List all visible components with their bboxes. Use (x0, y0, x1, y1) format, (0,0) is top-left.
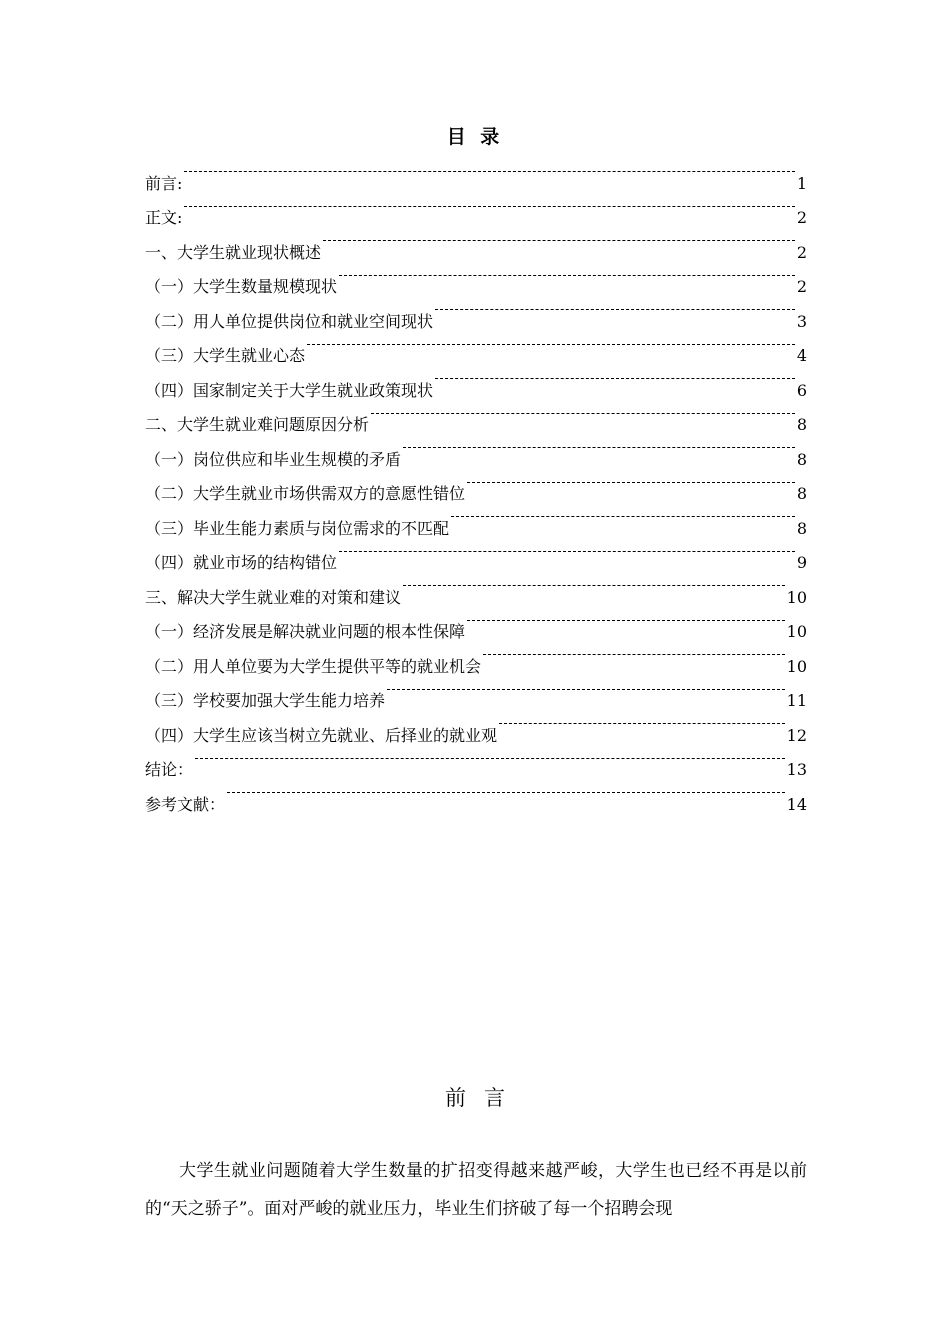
preface-paragraph: 大学生就业问题随着大学生数量的扩招变得越来越严峻，大学生也已经不再是以前的“天之骄子”。面对严峻的就业压力，毕业生们挤破了每一个招聘会现 (145, 1161, 807, 1219)
toc-entry-page: 12 (786, 725, 807, 745)
toc-entry-label: （三）毕业生能力素质与岗位需求的不匹配 (145, 518, 450, 538)
toc-entry-label: （二）用人单位要为大学生提供平等的就业机会 (145, 656, 482, 676)
toc-leader-dashes (481, 637, 787, 672)
toc-leader-dashes (401, 568, 787, 603)
toc-entry-page: 10 (786, 622, 807, 641)
toc-entry-label: 前言: (145, 173, 183, 193)
toc-leader-dashes (497, 706, 787, 741)
toc-entry-label: （三）学校要加强大学生能力培养 (145, 691, 386, 710)
toc-entry-page: 13 (786, 760, 807, 779)
toc-entry-label: （四）国家制定关于大学生就业政策现状 (145, 380, 434, 400)
toc-entry-label: 结论： (145, 760, 194, 779)
toc-entry-page: 8 (796, 449, 807, 469)
toc-entry-page: 11 (786, 691, 807, 710)
toc-entry-page: 10 (786, 587, 807, 607)
toc-entry-label: 一、大学生就业现状概述 (145, 242, 322, 262)
toc-entry-page: 10 (786, 656, 807, 676)
toc-entry-page: 2 (796, 277, 807, 296)
toc-entry-label: （一）大学生数量规模现状 (145, 277, 338, 296)
toc-entry-label: 参考文献： (145, 794, 226, 814)
toc-entry-label: （一）岗位供应和毕业生规模的矛盾 (145, 449, 402, 469)
toc-entry-page: 6 (796, 380, 807, 400)
toc-leader-dashes (369, 396, 797, 431)
toc-entry[interactable] (145, 223, 807, 262)
toc-entry-page: 1 (796, 173, 807, 193)
toc-entry-page: 4 (796, 346, 807, 365)
toc-leader-dashes (225, 775, 787, 810)
toc-entry[interactable] (145, 775, 807, 814)
toc-entry-label: （二）大学生就业市场供需双方的意愿性错位 (145, 484, 466, 503)
toc-entry-label: （一）经济发展是解决就业问题的根本性保障 (145, 622, 466, 641)
toc-leader-dashes (182, 189, 796, 224)
toc-leader-dashes (193, 741, 787, 776)
toc-entry-label: （三）大学生就业心态 (145, 346, 306, 365)
toc-leader-dashes (337, 534, 797, 569)
toc-entry[interactable] (145, 741, 807, 779)
toc-entry-page: 14 (786, 794, 807, 814)
toc-entry-page: 8 (796, 484, 807, 503)
toc-leader-dashes (401, 430, 797, 465)
toc-entry-page: 3 (796, 311, 807, 331)
toc-entry-label: 正文: (145, 208, 183, 227)
toc-leader-dashes (433, 361, 797, 396)
toc-leader-dashes (337, 258, 797, 293)
toc-entry-page: 2 (796, 242, 807, 262)
toc-leader-dashes (465, 465, 797, 500)
toc-entry-page: 8 (796, 415, 807, 434)
toc-leader-dashes (182, 154, 796, 189)
toc-entry[interactable] (145, 154, 807, 193)
toc-entry-page: 8 (796, 518, 807, 538)
toc-entry-page: 9 (796, 553, 807, 572)
toc-leader-dashes (305, 327, 797, 362)
toc-entry-label: 二、大学生就业难问题原因分析 (145, 415, 370, 434)
toc-entry-page: 2 (796, 208, 807, 227)
toc-leader-dashes (321, 223, 797, 258)
toc-entry-label: （四）大学生应该当树立先就业、后择业的就业观 (145, 725, 498, 745)
toc-leader-dashes (385, 672, 787, 707)
toc-leader-dashes (449, 499, 797, 534)
toc-leader-dashes (433, 292, 797, 327)
toc-entry[interactable] (145, 189, 807, 227)
toc-entry-label: （二）用人单位提供岗位和就业空间现状 (145, 311, 434, 331)
toc-entry-label: 三、解决大学生就业难的对策和建议 (145, 587, 402, 607)
toc-leader-dashes (465, 603, 787, 638)
preface-title: 前言 (445, 1086, 523, 1110)
toc-title: 目 录 (446, 126, 504, 148)
toc-list (145, 154, 807, 814)
toc-entry-label: （四）就业市场的结构错位 (145, 553, 338, 572)
